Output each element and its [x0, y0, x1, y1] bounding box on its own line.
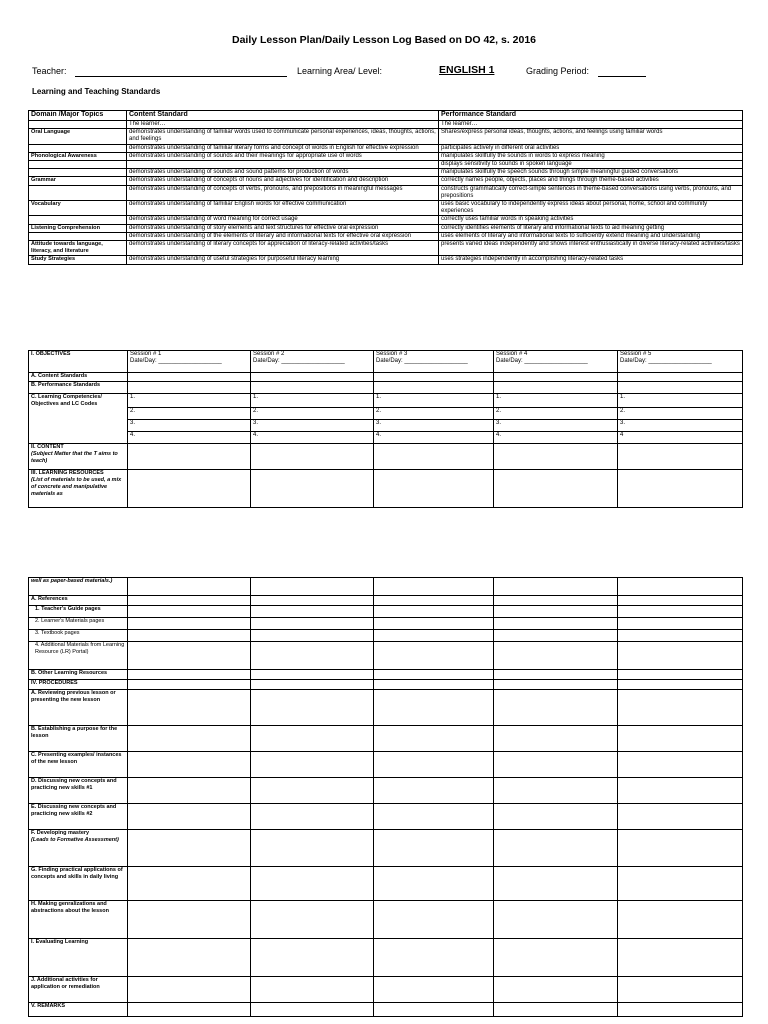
header-domain: Domain /Major Topics [29, 111, 127, 121]
cell[interactable] [251, 630, 374, 642]
cell[interactable] [251, 596, 374, 606]
table-row [29, 185, 743, 200]
content-label-cell [29, 444, 128, 470]
domain-cell: Phonological Awareness [29, 152, 127, 160]
cell[interactable] [374, 444, 494, 470]
cell[interactable] [618, 939, 743, 977]
cell[interactable] [251, 752, 374, 778]
teacher-label: Teacher: [32, 66, 67, 76]
session-4-title: Session # 4 [496, 351, 528, 357]
performance-cell: correctly names people, objects, places and things through theme-based activities [439, 177, 743, 185]
session-4-header [494, 351, 618, 373]
cell[interactable] [374, 804, 494, 830]
cell[interactable] [494, 1003, 618, 1017]
cell[interactable] [618, 630, 743, 642]
cell[interactable] [128, 606, 251, 618]
lm-label: 2. Learner's Materials pages [29, 618, 128, 630]
content-note: (Subject Matter that the T aims to teach) [31, 451, 118, 464]
procedure-j-label: J. Additional activities for application or remediation [29, 977, 128, 1003]
number-cell[interactable]: 4. [374, 432, 494, 444]
cell[interactable] [618, 778, 743, 804]
cell[interactable] [618, 804, 743, 830]
cell[interactable] [374, 470, 494, 508]
table-row [29, 1003, 743, 1017]
content-cell [127, 161, 439, 169]
table-row [29, 420, 743, 432]
remarks-label: V. REMARKS [29, 1003, 128, 1017]
procedure-h-label: H. Making genralizations and abstractions about the lesson [29, 901, 128, 939]
session-2-title: Session # 2 [253, 351, 285, 357]
session-4-date[interactable]: Date/Day: ___________________ [496, 358, 588, 364]
procedure-g-label: G. Finding practical applications of concepts and skills in daily living [29, 867, 128, 901]
cell[interactable] [494, 670, 618, 680]
number-cell[interactable]: 2. [251, 408, 374, 420]
performance-cell: displays sensitivity to sounds in spoken language [439, 161, 743, 169]
number-cell[interactable]: 4. [251, 432, 374, 444]
table-row [29, 232, 743, 240]
cell[interactable] [374, 830, 494, 867]
content-cell: demonstrates understanding of literary concepts for appreciation of literacy-related activities/tasks [127, 241, 439, 256]
header-content-standard: Content Standard [127, 111, 439, 121]
table-row [29, 432, 743, 444]
cell[interactable] [618, 470, 743, 508]
cell[interactable] [128, 680, 251, 690]
cell[interactable] [618, 373, 743, 382]
resources-note-cont: well as paper-based materials.) [29, 578, 128, 596]
cell[interactable] [494, 778, 618, 804]
performance-cell: The learner… [439, 121, 743, 129]
lr-label: 4. Additional Materials from Learning Resource (LR) Portal) [29, 642, 128, 670]
table-row [29, 804, 743, 830]
number-cell[interactable]: 3. [374, 420, 494, 432]
cell[interactable] [618, 1003, 743, 1017]
cell[interactable] [494, 977, 618, 1003]
table-row [29, 596, 743, 606]
cell[interactable] [128, 977, 251, 1003]
table-row [29, 444, 743, 470]
cell[interactable] [374, 752, 494, 778]
procedure-c-label: C. Presenting examples/ instances of the new lesson [29, 752, 128, 778]
number-cell[interactable]: 4. [128, 432, 251, 444]
cell[interactable] [374, 1003, 494, 1017]
sessions-header-row [29, 351, 743, 373]
cell[interactable] [494, 690, 618, 726]
number-cell[interactable]: 4 [618, 432, 743, 444]
cell[interactable] [251, 373, 374, 382]
cell[interactable] [374, 373, 494, 382]
cell[interactable] [618, 642, 743, 670]
session-5-date[interactable]: Date/Day: ___________________ [620, 358, 712, 364]
learning-area-label: Learning Area/ Level: [297, 66, 383, 76]
number-cell[interactable]: 2. [494, 408, 618, 420]
session-5-title: Session # 5 [620, 351, 652, 357]
domain-cell [29, 232, 127, 240]
content-cell: demonstrates understanding of familiar words used to communicate personal experiences, ideas, thoughts, actions, and feelings [127, 129, 439, 144]
number-cell[interactable]: 4. [494, 432, 618, 444]
cell[interactable] [128, 1003, 251, 1017]
cell[interactable] [618, 830, 743, 867]
content-cell: demonstrates understanding of word meaning for correct usage [127, 216, 439, 224]
performance-cell: presents varied ideas independently and shows interest enthusiastically in diverse literacy-related activities/tasks [439, 241, 743, 256]
cell[interactable] [128, 726, 251, 752]
domain-cell [29, 144, 127, 152]
content-cell: demonstrates understanding of the elements of literary and informational texts for effective oral expression [127, 232, 439, 240]
procedure-b-label: B. Establishing a purpose for the lesson [29, 726, 128, 752]
session-1-date[interactable]: Date/Day: ___________________ [130, 358, 222, 364]
content-cell: demonstrates understanding of useful strategies for purposeful literacy learning [127, 256, 439, 264]
procedure-d-label: D. Discussing new concepts and practicing new skills #1 [29, 778, 128, 804]
cell[interactable] [251, 867, 374, 901]
cell[interactable] [494, 752, 618, 778]
table-row [29, 169, 743, 177]
cell[interactable] [374, 977, 494, 1003]
number-cell[interactable]: 1. [251, 394, 374, 408]
table-row [29, 201, 743, 216]
cell[interactable] [251, 690, 374, 726]
procedure-e-label: E. Discussing new concepts and practicing new skills #2 [29, 804, 128, 830]
cell[interactable] [128, 630, 251, 642]
procedures-table [28, 577, 743, 1017]
table-row [29, 690, 743, 726]
cell[interactable] [251, 670, 374, 680]
performance-cell: manipulates skillfully the speech sounds through simple meaningful guided conversations [439, 169, 743, 177]
objectives-label: I. OBJECTIVES [29, 351, 128, 373]
cell[interactable] [374, 382, 494, 394]
tg-label: 1. Teacher's Guide pages [29, 606, 128, 618]
cell[interactable] [128, 444, 251, 470]
cell[interactable] [618, 726, 743, 752]
number-cell[interactable]: 1. [128, 394, 251, 408]
cell[interactable] [251, 1003, 374, 1017]
cell[interactable] [618, 578, 743, 596]
cell[interactable] [618, 680, 743, 690]
session-1-title: Session # 1 [130, 351, 162, 357]
session-5-header [618, 351, 743, 373]
domain-cell: Vocabulary [29, 201, 127, 216]
session-3-title: Session # 3 [376, 351, 408, 357]
cell[interactable] [251, 578, 374, 596]
cell[interactable] [128, 867, 251, 901]
table-row [29, 830, 743, 867]
references-label: A. References [29, 596, 128, 606]
cell[interactable] [618, 901, 743, 939]
cell[interactable] [494, 606, 618, 618]
table-row [29, 977, 743, 1003]
cell[interactable] [618, 382, 743, 394]
cell[interactable] [374, 670, 494, 680]
session-3-date[interactable]: Date/Day: ___________________ [376, 358, 468, 364]
performance-standards-label: B. Performance Standards [29, 382, 128, 394]
table-row [29, 642, 743, 670]
cell[interactable] [494, 830, 618, 867]
domain-cell [29, 161, 127, 169]
cell[interactable] [618, 670, 743, 680]
cell[interactable] [251, 977, 374, 1003]
cell[interactable] [494, 470, 618, 508]
cell[interactable] [128, 690, 251, 726]
cell[interactable] [251, 830, 374, 867]
session-1-header [128, 351, 251, 373]
cell[interactable] [251, 680, 374, 690]
cell[interactable] [618, 690, 743, 726]
cell[interactable] [128, 642, 251, 670]
cell[interactable] [618, 596, 743, 606]
performance-cell: uses basic vocabulary to independently express ideas about personal, home, school and community experiences [439, 201, 743, 216]
cell[interactable] [128, 804, 251, 830]
tb-label: 3. Textbook pages [29, 630, 128, 642]
cell[interactable] [494, 726, 618, 752]
cell[interactable] [374, 690, 494, 726]
session-2-header [251, 351, 374, 373]
standards-table [28, 110, 743, 265]
table-row [29, 901, 743, 939]
content-cell: demonstrates understanding of sounds and their meanings for appropriate use of words [127, 152, 439, 160]
cell[interactable] [374, 901, 494, 939]
procedures-label: IV. PROCEDURES [29, 680, 128, 690]
table-row [29, 121, 743, 129]
table-row [29, 778, 743, 804]
content-standards-label: A. Content Standards [29, 373, 128, 382]
learning-area-value: ENGLISH 1 [439, 64, 495, 76]
number-cell[interactable]: 3. [128, 420, 251, 432]
cell[interactable] [374, 939, 494, 977]
number-cell[interactable]: 3. [618, 420, 743, 432]
number-cell[interactable]: 1. [618, 394, 743, 408]
session-2-date[interactable]: Date/Day: ___________________ [253, 358, 345, 364]
table-row [29, 394, 743, 408]
page-title: Daily Lesson Plan/Daily Lesson Log Based on DO 42, s. 2016 [231, 34, 537, 46]
content-cell: demonstrates understanding of familiar literary forms and concept of words in English for effective expression [127, 144, 439, 152]
cell[interactable] [494, 618, 618, 630]
grading-period-label: Grading Period: [526, 66, 590, 76]
grading-period-field[interactable] [598, 76, 646, 77]
cell[interactable] [128, 830, 251, 867]
domain-cell: Listening Comprehension [29, 224, 127, 232]
domain-cell: Oral Language [29, 129, 127, 144]
cell[interactable] [128, 901, 251, 939]
performance-cell: manipulates skillfully the sounds in words to express meaning [439, 152, 743, 160]
table-row [29, 618, 743, 630]
header-performance-standard: Performance Standard [439, 111, 743, 121]
table-row [29, 382, 743, 394]
performance-cell: constructs grammatically correct-simple sentences in theme-based conversations using verbs, pronouns, and prepositions [439, 185, 743, 200]
competencies-label: C. Learning Competencies/ Objectives and LC Codes [29, 394, 128, 444]
table-row [29, 606, 743, 618]
performance-cell: uses strategies independently in accomplishing literacy-related tasks [439, 256, 743, 264]
cell[interactable] [374, 867, 494, 901]
cell[interactable] [251, 606, 374, 618]
table-row [29, 408, 743, 420]
cell[interactable] [128, 618, 251, 630]
content-cell: demonstrates understanding of concepts of nouns and adjectives for identification and description [127, 177, 439, 185]
cell[interactable] [128, 939, 251, 977]
cell[interactable] [374, 630, 494, 642]
cell[interactable] [494, 901, 618, 939]
cell[interactable] [128, 778, 251, 804]
number-cell[interactable]: 3. [251, 420, 374, 432]
cell[interactable] [618, 867, 743, 901]
cell[interactable] [251, 778, 374, 804]
performance-cell: Shares/express personal ideas, thoughts, actions, and feelings using familiar words [439, 129, 743, 144]
cell[interactable] [494, 373, 618, 382]
table-header-row [29, 111, 743, 121]
table-row [29, 726, 743, 752]
domain-cell [29, 185, 127, 200]
procedure-f-label: F. Developing mastery [31, 830, 90, 836]
cell[interactable] [374, 680, 494, 690]
cell[interactable] [494, 444, 618, 470]
cell[interactable] [128, 470, 251, 508]
objectives-table [28, 350, 743, 508]
resources-label: III. LEARNING RESOURCES [31, 470, 104, 476]
content-cell: demonstrates understanding of familiar English words for effective communication [127, 201, 439, 216]
cell[interactable] [251, 939, 374, 977]
table-row [29, 224, 743, 232]
other-resources-label: B. Other Learning Resources [29, 670, 128, 680]
table-row [29, 752, 743, 778]
cell[interactable] [494, 578, 618, 596]
domain-cell [29, 121, 127, 129]
content-cell: demonstrates understanding of story elements and text structures for effective oral expression [127, 224, 439, 232]
performance-cell: participates actively in different oral activities [439, 144, 743, 152]
number-cell[interactable]: 1. [494, 394, 618, 408]
performance-cell: uses elements of literary and informational texts to sufficiently extend meaning and understanding [439, 232, 743, 240]
cell[interactable] [128, 382, 251, 394]
content-label: II. CONTENT [31, 444, 64, 450]
cell[interactable] [618, 977, 743, 1003]
cell[interactable] [494, 596, 618, 606]
cell[interactable] [128, 373, 251, 382]
cell[interactable] [251, 726, 374, 752]
cell[interactable] [374, 642, 494, 670]
cell[interactable] [251, 901, 374, 939]
resources-note: (List of materials to be used, a mix of concrete and manipulative materials as [31, 477, 122, 497]
cell[interactable] [494, 642, 618, 670]
number-cell[interactable]: 2. [128, 408, 251, 420]
domain-cell [29, 216, 127, 224]
teacher-info-row [32, 66, 752, 80]
cell[interactable] [494, 939, 618, 977]
teacher-field[interactable] [75, 76, 287, 77]
number-cell[interactable]: 1. [374, 394, 494, 408]
procedure-i-label: I. Evaluating Learning [29, 939, 128, 977]
table-row [29, 939, 743, 977]
cell[interactable] [494, 630, 618, 642]
table-row [29, 152, 743, 160]
cell[interactable] [618, 606, 743, 618]
table-row [29, 256, 743, 264]
table-row [29, 144, 743, 152]
domain-cell [29, 169, 127, 177]
table-row [29, 129, 743, 144]
cell[interactable] [251, 618, 374, 630]
cell[interactable] [374, 778, 494, 804]
table-row [29, 177, 743, 185]
cell[interactable] [251, 382, 374, 394]
cell[interactable] [618, 752, 743, 778]
table-row [29, 670, 743, 680]
content-cell: demonstrates understanding of concepts of verbs, pronouns, and prepositions in meaningful messages [127, 185, 439, 200]
resources-label-cell [29, 470, 128, 508]
session-3-header [374, 351, 494, 373]
cell[interactable] [618, 444, 743, 470]
performance-cell: correctly uses familiar words in speaking activities [439, 216, 743, 224]
cell[interactable] [494, 804, 618, 830]
cell[interactable] [494, 382, 618, 394]
cell[interactable] [618, 618, 743, 630]
table-row [29, 630, 743, 642]
procedure-a-label: A. Reviewing previous lesson or presenting the new lesson [29, 690, 128, 726]
number-cell[interactable]: 3. [494, 420, 618, 432]
domain-cell: Attitude towards language, literacy, and literature [29, 241, 127, 256]
cell[interactable] [374, 618, 494, 630]
procedure-f-note: (Leads to Formative Assessment) [31, 837, 119, 844]
performance-cell: correctly identifies elements of literary and informational texts to aid meaning getting [439, 224, 743, 232]
cell[interactable] [128, 752, 251, 778]
cell[interactable] [251, 444, 374, 470]
table-row [29, 161, 743, 169]
cell[interactable] [251, 642, 374, 670]
domain-cell: Study Strategies [29, 256, 127, 264]
number-cell[interactable]: 2. [618, 408, 743, 420]
table-row [29, 216, 743, 224]
procedure-f-cell [29, 830, 128, 867]
cell[interactable] [374, 606, 494, 618]
table-row [29, 470, 743, 508]
cell[interactable] [494, 867, 618, 901]
content-cell: The learner… [127, 121, 439, 129]
content-cell: demonstrates understanding of sounds and sound patterns for production of words [127, 169, 439, 177]
cell[interactable] [128, 596, 251, 606]
table-row [29, 578, 743, 596]
table-row [29, 867, 743, 901]
cell[interactable] [374, 726, 494, 752]
number-cell[interactable]: 2. [374, 408, 494, 420]
cell[interactable] [251, 470, 374, 508]
cell[interactable] [128, 578, 251, 596]
table-row [29, 373, 743, 382]
cell[interactable] [251, 804, 374, 830]
cell[interactable] [374, 578, 494, 596]
cell[interactable] [128, 670, 251, 680]
cell[interactable] [494, 680, 618, 690]
table-row [29, 241, 743, 256]
cell[interactable] [374, 596, 494, 606]
domain-cell: Grammar [29, 177, 127, 185]
standards-section-title: Learning and Teaching Standards [32, 87, 161, 96]
table-row [29, 680, 743, 690]
